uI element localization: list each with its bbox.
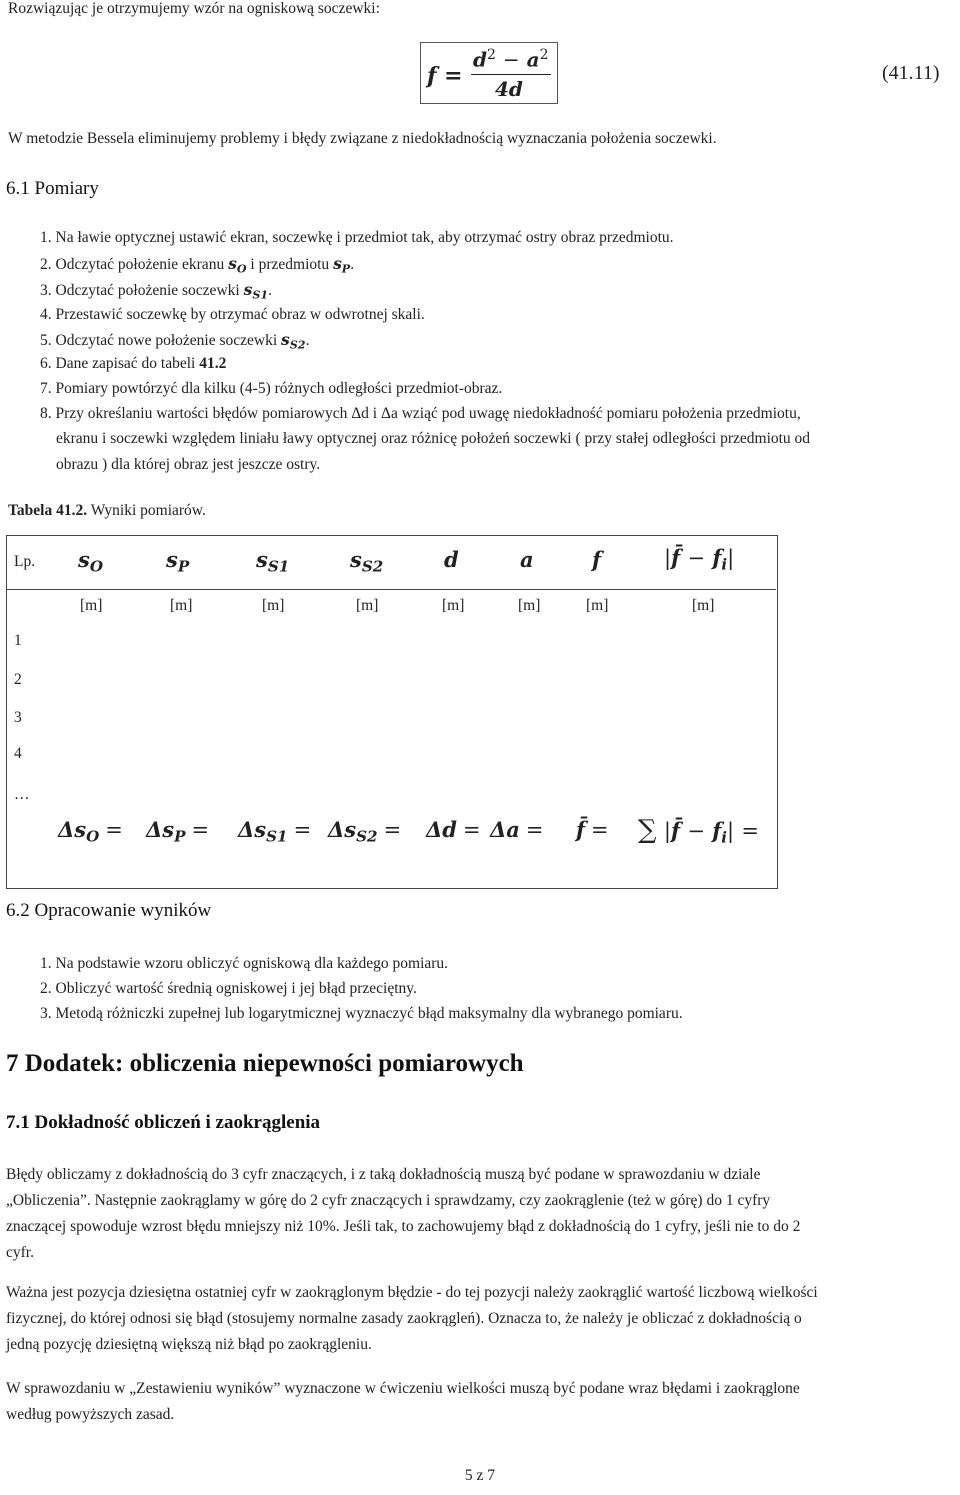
bessel-text: W metodzie Bessela eliminujemy problemy i błędy związane z niedokładnością wyznaczania położenia soczewki. (8, 130, 717, 147)
formula-numerator: $d^2 - a^2$ (473, 47, 549, 72)
formula-box (420, 42, 558, 104)
col-header-4: $s_{S2}$ (350, 547, 384, 576)
formula-denominator: 4d (495, 77, 523, 101)
col-header-3: $s_{S1}$ (256, 547, 290, 576)
step-8-line-1: 8. Przy określaniu wartości błędów pomiarowych Δd i Δa wziąć pod uwagę niedokładność pomiaru położenia przedmiotu, (40, 405, 801, 422)
col-header-2: $s_P$ (166, 547, 190, 576)
step-1: 1. Na ławie optycznej ustawić ekran, soczewkę i przedmiot tak, aby otrzymać ostry obraz przedmiotu. (40, 229, 674, 246)
col-header-lp: Lp. (14, 553, 36, 570)
row-label-5: … (14, 786, 30, 803)
error-cell-4: $\Delta s_{S2}$ = (328, 817, 402, 846)
error-cell-6: Δa = (490, 817, 544, 842)
sum-abs-dev: ∑ |f̄ − $f_i|$ = (638, 815, 760, 847)
accuracy-heading: 7.1 Dokładność obliczeń i zaokrąglenia (6, 1112, 321, 1133)
error-cell-3: $\Delta s_{S1}$ = (238, 817, 312, 846)
col-header-1: $s_O$ (78, 547, 103, 576)
error-cell-7: f̄ = (576, 817, 609, 842)
row-label-2: 2 (14, 671, 22, 688)
row-label-4: 4 (14, 745, 22, 762)
unit-5: [m] (442, 597, 465, 614)
step-7: 7. Pomiary powtórzyć dla kilku (4-5) różnych odległości przedmiot-obraz. (40, 380, 503, 397)
step-2: 2. Odczytać położenie ekranu $s_O$ i przedmiotu $s_P$. (40, 254, 355, 276)
col-header-5: d (444, 547, 459, 572)
step-8-line-3: obrazu ) dla której obraz jest jeszcze ostry. (56, 456, 321, 473)
step-5: 5. Odczytać nowe położenie soczewki $s_{S2}$. (40, 330, 310, 352)
step-6: 6. Dane zapisać do tabeli 41.2 (40, 355, 227, 372)
page-number: 5 z 7 (464, 1467, 496, 1484)
unit-4: [m] (356, 597, 379, 614)
analysis-item-2: 2. Obliczyć wartość średnią ogniskowej i jej błąd przeciętny. (40, 980, 417, 997)
row-label-1: 1 (14, 632, 22, 649)
equation-number: (41.11) (882, 62, 940, 84)
paragraph-2: Ważna jest pozycja dziesiętna ostatniej cyfr w zaokrąglonym błędzie - do tej pozycji należy zaokrąglić wartość liczbową wielkości fizycznej, do której odnosi się błąd (stosujemy normalne zasady zaokrągleń). Oznacza to, że należy je obliczać z dokładnością o jedną pozycję dziesiętną większą niż błąd po zaokrągleniu. (6, 1284, 818, 1353)
appendix-heading: 7 Dodatek: obliczenia niepewności pomiarowych (6, 1050, 524, 1077)
analysis-item-1: 1. Na podstawie wzoru obliczyć ogniskową dla każdego pomiaru. (40, 955, 449, 972)
row-label-3: 3 (14, 709, 22, 726)
analysis-item-3: 3. Metodą różniczki zupełnej lub logarytmicznej wyznaczyć błąd maksymalny dla wybranego pomiaru. (40, 1005, 683, 1022)
error-cell-2: $\Delta s_P$ = (146, 817, 210, 846)
measure-heading: 6.1 Pomiary (6, 178, 99, 199)
unit-2: [m] (170, 597, 193, 614)
table-caption: Tabela 41.2. Wyniki pomiarów. (8, 502, 206, 519)
error-cell-5: Δd = (426, 817, 481, 842)
unit-8: [m] (692, 597, 715, 614)
step-3: 3. Odczytać położenie soczewki $s_{S1}$. (40, 280, 273, 302)
formula-lhs: f = (427, 63, 463, 89)
col-header-7: f (592, 547, 602, 572)
paragraph-3: W sprawozdaniu w „Zestawieniu wyników” wyznaczone w ćwiczeniu wielkości muszą być podane wraz błędami i zaokrąglone według powyższych zasad. (6, 1380, 800, 1423)
fraction-bar (471, 74, 551, 75)
unit-1: [m] (80, 597, 103, 614)
step-4: 4. Przestawić soczewkę by otrzymać obraz w odwrotnej skali. (40, 306, 425, 323)
unit-6: [m] (518, 597, 541, 614)
col-header-abs-dev: |f̄ − $f_i|$ (664, 545, 735, 574)
unit-7: [m] (586, 597, 609, 614)
step-8-line-2: ekranu i soczewki względem liniału ławy optycznej oraz różnicę położeń soczewki ( przy stałej odległości przedmiotu od (56, 430, 811, 447)
col-header-6: a (520, 547, 534, 572)
table-ref: 41.2 (199, 355, 227, 372)
unit-3: [m] (262, 597, 285, 614)
analysis-heading: 6.2 Opracowanie wyników (6, 900, 212, 921)
table-header-rule (6, 589, 776, 590)
intro-text: Rozwiązując je otrzymujemy wzór na ogniskową soczewki: (8, 0, 380, 17)
paragraph-1: Błędy obliczamy z dokładnością do 3 cyfr znaczących, i z taką dokładnością muszą być podane w sprawozdaniu w dziale „Obliczenia”. Następnie zaokrąglamy w górę do 2 cyfr znaczących i sprawdzamy, czy zaokrąglenie (też w górę) do 1 cyfry znaczącej spowoduje wzrost błędu mniejszy niż 10%. Jeśli tak, to zachowujemy błąd z dokładnością do 1 cyfry, jeśli nie to do 2 cyfr. (6, 1166, 801, 1261)
error-cell-1: $\Delta s_O$ = (58, 817, 123, 846)
